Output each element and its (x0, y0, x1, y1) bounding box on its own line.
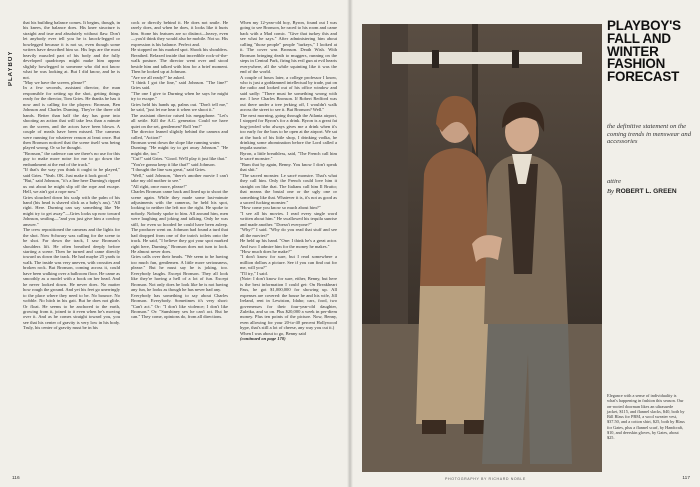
paragraph: "Are we all ready?" he asked. (131, 74, 185, 80)
paragraph: "I think I got the line," said Johnson. "The line?" Gries said. (131, 79, 228, 91)
photo-illustration (362, 24, 602, 472)
paragraph: "The sacred monster. Le sacré monstre. That's what they call him. Only the French could love him it straight on like that. The Italians call him Il Brutto; that means the brutal one or the ugly one or something like that. Whatever it is, it's not as good as a sacred fucking monster." (240, 172, 337, 205)
paragraph: He held up his hand. "One: I think he's a great actor. And two: I admire him for the money he makes." (240, 238, 337, 249)
paragraph: "Bum that by again, Benny. You know I don't speak that shit." (240, 161, 337, 173)
magazine-label: PLAYBOY (8, 50, 14, 86)
paragraph: "I don't know for sure, but I read somewhere a million dollars a picture. See if you can find out for me, will you?" (240, 254, 337, 271)
paragraph: "May we have the screen, please?" (23, 79, 87, 85)
title-line: FALL AND (607, 30, 671, 46)
paragraph: When I was about to go, Benny said (240, 330, 306, 336)
paragraph: cock or directly behind it. He does not smile. He rarely does, and when he does, it looks like it hurts him. Stone his features are so distinct—heavy, even—you'd think they would also be mobile. Not so. His expression is his balance. Perfect and. (131, 20, 228, 47)
paragraph: The director leaned slightly behind the camera and called, "Action!" (131, 129, 228, 140)
title-line: FORECAST (607, 69, 680, 85)
paragraph: "You're gonna keep it like that?" said Johnson. (131, 161, 216, 167)
article-attire-label: attire (607, 178, 622, 185)
paragraph: (Note: I don't know for sure, either, Benny, but here is the best information I could get: On Breakheart Pass, he got $1,000,000 for showing up. All expenses are covered: the house he and his wife, Jill Ireland, rent in Lewiston, Idaho; cars, food, two governesses for their four-year-old daughter, Zuleika, and so on. Plus $20,000 a week in per-diem money. Plus ten points of the picture. Now, Benny, even allowing for your 20-to-40 percent Hollywood hype, that's still a lot of cheese, any way you cut it.) (240, 276, 337, 331)
right-page (350, 0, 700, 487)
paragraph: Gries held his hands up, palms out. "Don't tell me," he said, "just let me hear it when we shoot it." (131, 101, 228, 113)
article-byline (607, 188, 695, 195)
paragraph: that his building balance comes. It begins, though, in his knees, the balance does. His knee structure is straight and true and absolutely without flaw. Don't let anybody ever tell you he is knock-legged or bowlegged because it is not so, even though some writers have described him so. His legs are the most heavily muscled part of his body and the fully developed quadriceps might make him appear slightly bowlegged to someone who did not know what he was looking at. But I did know, and he is not. (23, 20, 120, 80)
paragraph: "I see all his movies. I read every single word written about him." He swallowed his tequila sunrise and made another. "Doesn't everyone?" (240, 210, 337, 227)
paragraph: Gries calls over their heads. "We seem to be having too much fun, gentlemen. A little more seriousness, please." But he must say he is joking, too. Everybody laughs. Except Bronson. They all look like they're having a hell of a lot of fun. Except Bronson. Not only does he look like he is not having any fun, he looks as though he has never had any. (131, 254, 228, 293)
paragraph: "I'll try," I said. (240, 270, 268, 276)
paragraph: Everybody has something to say about Charles Bronson. Everybody. Sometimes it's very short: "Can't act." Or: "I don't like violence; I don't like Bronson." Or: "Sunshiney sex he can't act. But he can." They come, opinions do, from all directions. (131, 292, 228, 320)
paragraph: "How come you know so much about him?" (240, 205, 321, 211)
sign-board (392, 52, 582, 64)
fashion-photograph (362, 24, 602, 472)
byline-by: By (607, 188, 614, 195)
text-column-3 (240, 20, 337, 470)
title-line: WINTER (607, 43, 659, 59)
paragraph: "Well," said Johnson, "there's another movie I can't take my old mother to see." (131, 172, 228, 184)
paragraph: "Bronson," the cadence can see there's no use for this guy to make more noise for me to go down the embankment at the end of the track." (23, 150, 120, 167)
continued-note: (continued on page 170) (240, 336, 286, 342)
article-title (607, 20, 697, 84)
title-line: PLAYBOY'S (607, 18, 681, 33)
title-line: FASHION (607, 56, 666, 72)
paragraph: Bronson went down the slope like running water. (131, 139, 221, 145)
paragraph: "I thought the line was great," said Gries. (131, 167, 207, 173)
paragraph: Gries slouched down his scalp with the palm of his hand (his head is shaved slick as a baby's ass). "All right. Here. Durning can say something like 'He might try to get away'"—Gries looks up now toward Johnson, smiling—"and you just give him a cowboy answer." (23, 194, 120, 227)
page-gutter (347, 0, 353, 487)
paragraph: In a few seconds, assistant director, the man responsible for setting up the shot, getting things ready for the director, Tom Gries. He thanks he has it now and is calling for the players: Bronson, Ben Johnson and Charles Durning. They're the three old hands. Better than half the day has gone into shooting an action that will take less than a minute on the screen, and the actors have been blown. A couple of meals have been missed. The cameras were running for whatever reason at least once. But then Bronson noticed that the scene itself was being played wrong. Or so he thought. (23, 85, 120, 151)
paragraph: A couple of hours later, a college professor I know, who is just a goddamned intellectual by trade, put on the radio and looked out of his office window and said sadly: "There must be something wrong with me. I love Charles Bronson. If Robert Redford was out there under a tree jerking off, I wouldn't walk across the street to see it. But Bronson? Well." (240, 74, 337, 113)
paragraph: Durning: "He might try to get away Johnson." "He might die, too." (131, 145, 228, 156)
paragraph: When my 12-year-old boy, Byron, found out I was going to see Bronson, he raced to his room and came back with a Mad comic. "Give that turkey this and see what he says." After administering him about calling "those people" people "turkeys," I looked at it. The cover was Bronson. Death Wish. With Bronson bringing death to muggers, running on the steps in Central Park, firing his evil gun at evil hearts everywhere, all the while squinting like it was the end of the world. (240, 20, 337, 75)
paragraph: "The one I give to Durning when he says he might try to escape." (131, 90, 228, 102)
paragraph: "Why?" I said. "Why do you read that stuff and see all the movies?" (240, 227, 337, 238)
paragraph: The assistant director raised his megaphone. "Let's all settle. Kill the A.C. generator. Could we have quiet on the set, gentlemen? Roll 'em!" (131, 112, 228, 129)
article-deck: the definitive statement on the coming trends in menswear and accessories (607, 123, 692, 146)
paragraph: "But," said Johnson, "it's a line here Durning's ripped us out about he might slip off the rope and escape. Hell, we ain't got a rope now." (23, 178, 120, 195)
paragraph: Byron, a little breathless, said, "The French call him le sacré monstre." (240, 150, 337, 162)
paragraph: "How much does he make?" (240, 249, 292, 255)
paragraph: The crew repositioned the cameras and the lights for the shot. Now Schwary was calling for the scene to be shot. Far down the track, I saw Bronson's shoulders lift. He often breathed deeply before starting a scene. Then he turned and came directly toward us down the track. He had maybe 25 yards to walk. The inside was very uneven, with crossties and broken rock. But Bronson, coming across it, could have been walking over a ballroom floor. He came as smoothly as a model with a book on her head. And he never looked down. He never does. No matter how rough the ground. And yet his feet go unerringly to the place where they need to be. No bounce. No wobble. No hitch in his gait. But he does not glide. Or float. He seems to be anchored to the earth, growing from it, joined to it even when he's moving over it. And as he comes straight toward you, you see that his center of gravity is very low in his body. Truly, his center of gravity must be in his (23, 227, 120, 331)
text-column-1 (23, 20, 120, 470)
byline-name: ROBERT L. GREEN (615, 188, 677, 195)
paragraph: Charles Bronson came back and lined up to shoot the scene again. While they made some last-minute adjustments with the cameras, he held his spot, looking to neither the left nor the right. He spoke to nobody. Nobody spoke to him. All around him, men were laughing and joking and talking. Only he was still, for even so hooded he could have been asleep. The producer went on. Johnson had found a turd that had dropped from one of the train's toilets onto the track. He said, "I believe they got your spot marked right here, Durning." Bronson does not turn to look. He almost never does. (131, 189, 228, 255)
photo-credit: PHOTOGRAPHY BY RICHARD NOBLE (445, 477, 526, 481)
page-number-right: 117 (682, 476, 690, 481)
photo-caption: Elegance with a sense of individuality is what's happening in fashion this season. Our on-rooted doorman likes an ultrasuede jacket, $115, and flannel slacks, $40, both by Bill Blass for PBM, a wool sweater vest, $37.50, and a cotton shirt, $25, both by Blass for Gates, plus a flannel scarf, by Handcraft, $10, and deerskin gloves, by Gates, about $25. (607, 393, 685, 441)
paragraph: The next morning, going through the Atlanta airport, I stopped for Byron's for a drink. Byron is a great fat hog-jowled who always gives me a drink when it's too early for the bars to be open at the airport. We sat at the back of his little shop, I drinking vodka, he drinking some abomination before the Lord called a tequila sunrise. (240, 112, 337, 151)
paragraph: "All right, once more, please!" (131, 183, 187, 189)
paragraph: "Cut!" said Gries. "Good. We'll play it just like that." (131, 156, 228, 162)
page-number-left: 116 (12, 476, 20, 481)
paragraph: He stopped on his marked spot. Shook his shoulders. Breathed. Relaxed inside that incredible rock-of-the-walk posture. The director went over and stood beside him and talked with him for a brief moment. Then he looked up at Johnson. (131, 47, 228, 75)
paragraph: "If that's the way you think it ought to be played," said Gries. "Yeah. OK. Just make it look good." (23, 167, 120, 178)
text-column-2 (131, 20, 228, 470)
